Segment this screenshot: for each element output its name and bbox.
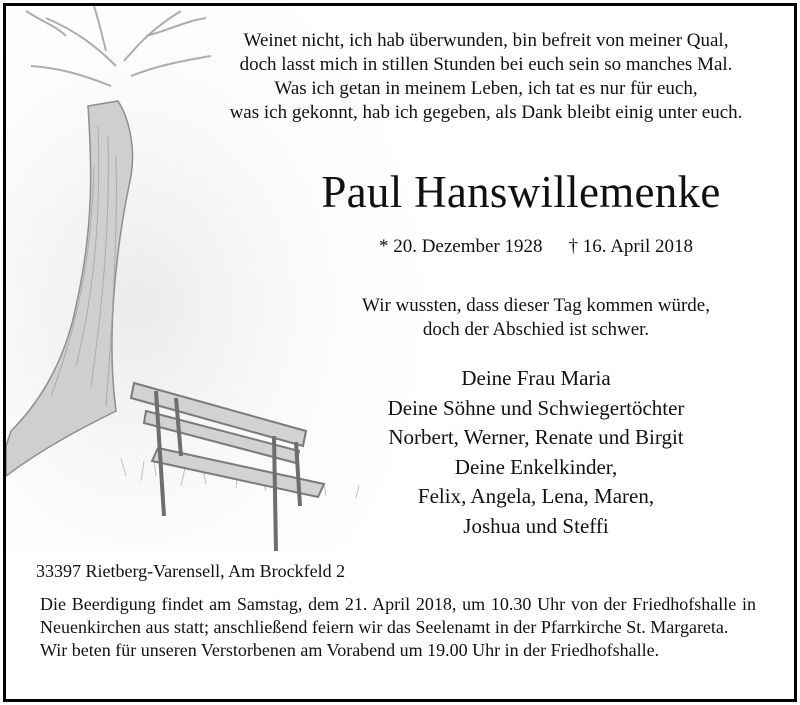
- saying-line: doch der Abschied ist schwer.: [422, 319, 650, 340]
- birth-date: * 20. Dezember 1928: [378, 236, 543, 257]
- family-line: Deine Enkelkinder,: [454, 454, 618, 479]
- obituary-card: [3, 3, 797, 702]
- family-line: Felix, Angela, Lena, Maren,: [417, 484, 655, 508]
- poem-line: Weinet nicht, ich hab überwunden, bin befreit von meiner Qual,: [243, 30, 729, 51]
- poem: [196, 29, 776, 125]
- family-line: Deine Söhne und Schwiegertöchter: [387, 395, 685, 420]
- life-dates: [336, 235, 736, 259]
- farewell-saying: [296, 294, 776, 342]
- family-line: Norbert, Werner, Renate und Birgit: [388, 425, 684, 449]
- prayer-notice: Wir beten für unseren Verstorbenen am Vorabend um 19.00 Uhr in der Friedhofshalle.: [40, 640, 660, 660]
- poem-line: Was ich getan in meinem Leben, ich tat es nur für euch,: [274, 78, 698, 99]
- funeral-notice: [40, 593, 756, 662]
- family-line: Deine Frau Maria: [461, 366, 611, 390]
- death-date: † 16. April 2018: [568, 236, 694, 257]
- family-address: 33397 Rietberg-Varensell, Am Brockfeld 2: [36, 561, 346, 581]
- deceased-name: Paul Hanswillemenke: [321, 167, 721, 217]
- poem-line: was ich gekonnt, hab ich gegeben, als Dank bleibt einig unter euch.: [229, 102, 743, 123]
- funeral-details: Die Beerdigung findet am Samstag, dem 21. April 2018, um 10.30 Uhr von der Friedhofshalle in Neuenkirchen aus statt; anschließend feiern wir das Seelenamt in der Pfarrkirche St. Margareta.: [40, 594, 756, 637]
- poem-line: doch lasst mich in stillen Stunden bei euch sein so manches Mal.: [239, 54, 733, 75]
- family-line: Joshua und Steffi: [463, 513, 609, 538]
- family-list: [286, 364, 786, 541]
- saying-line: Wir wussten, dass dieser Tag kommen würde,: [362, 295, 710, 316]
